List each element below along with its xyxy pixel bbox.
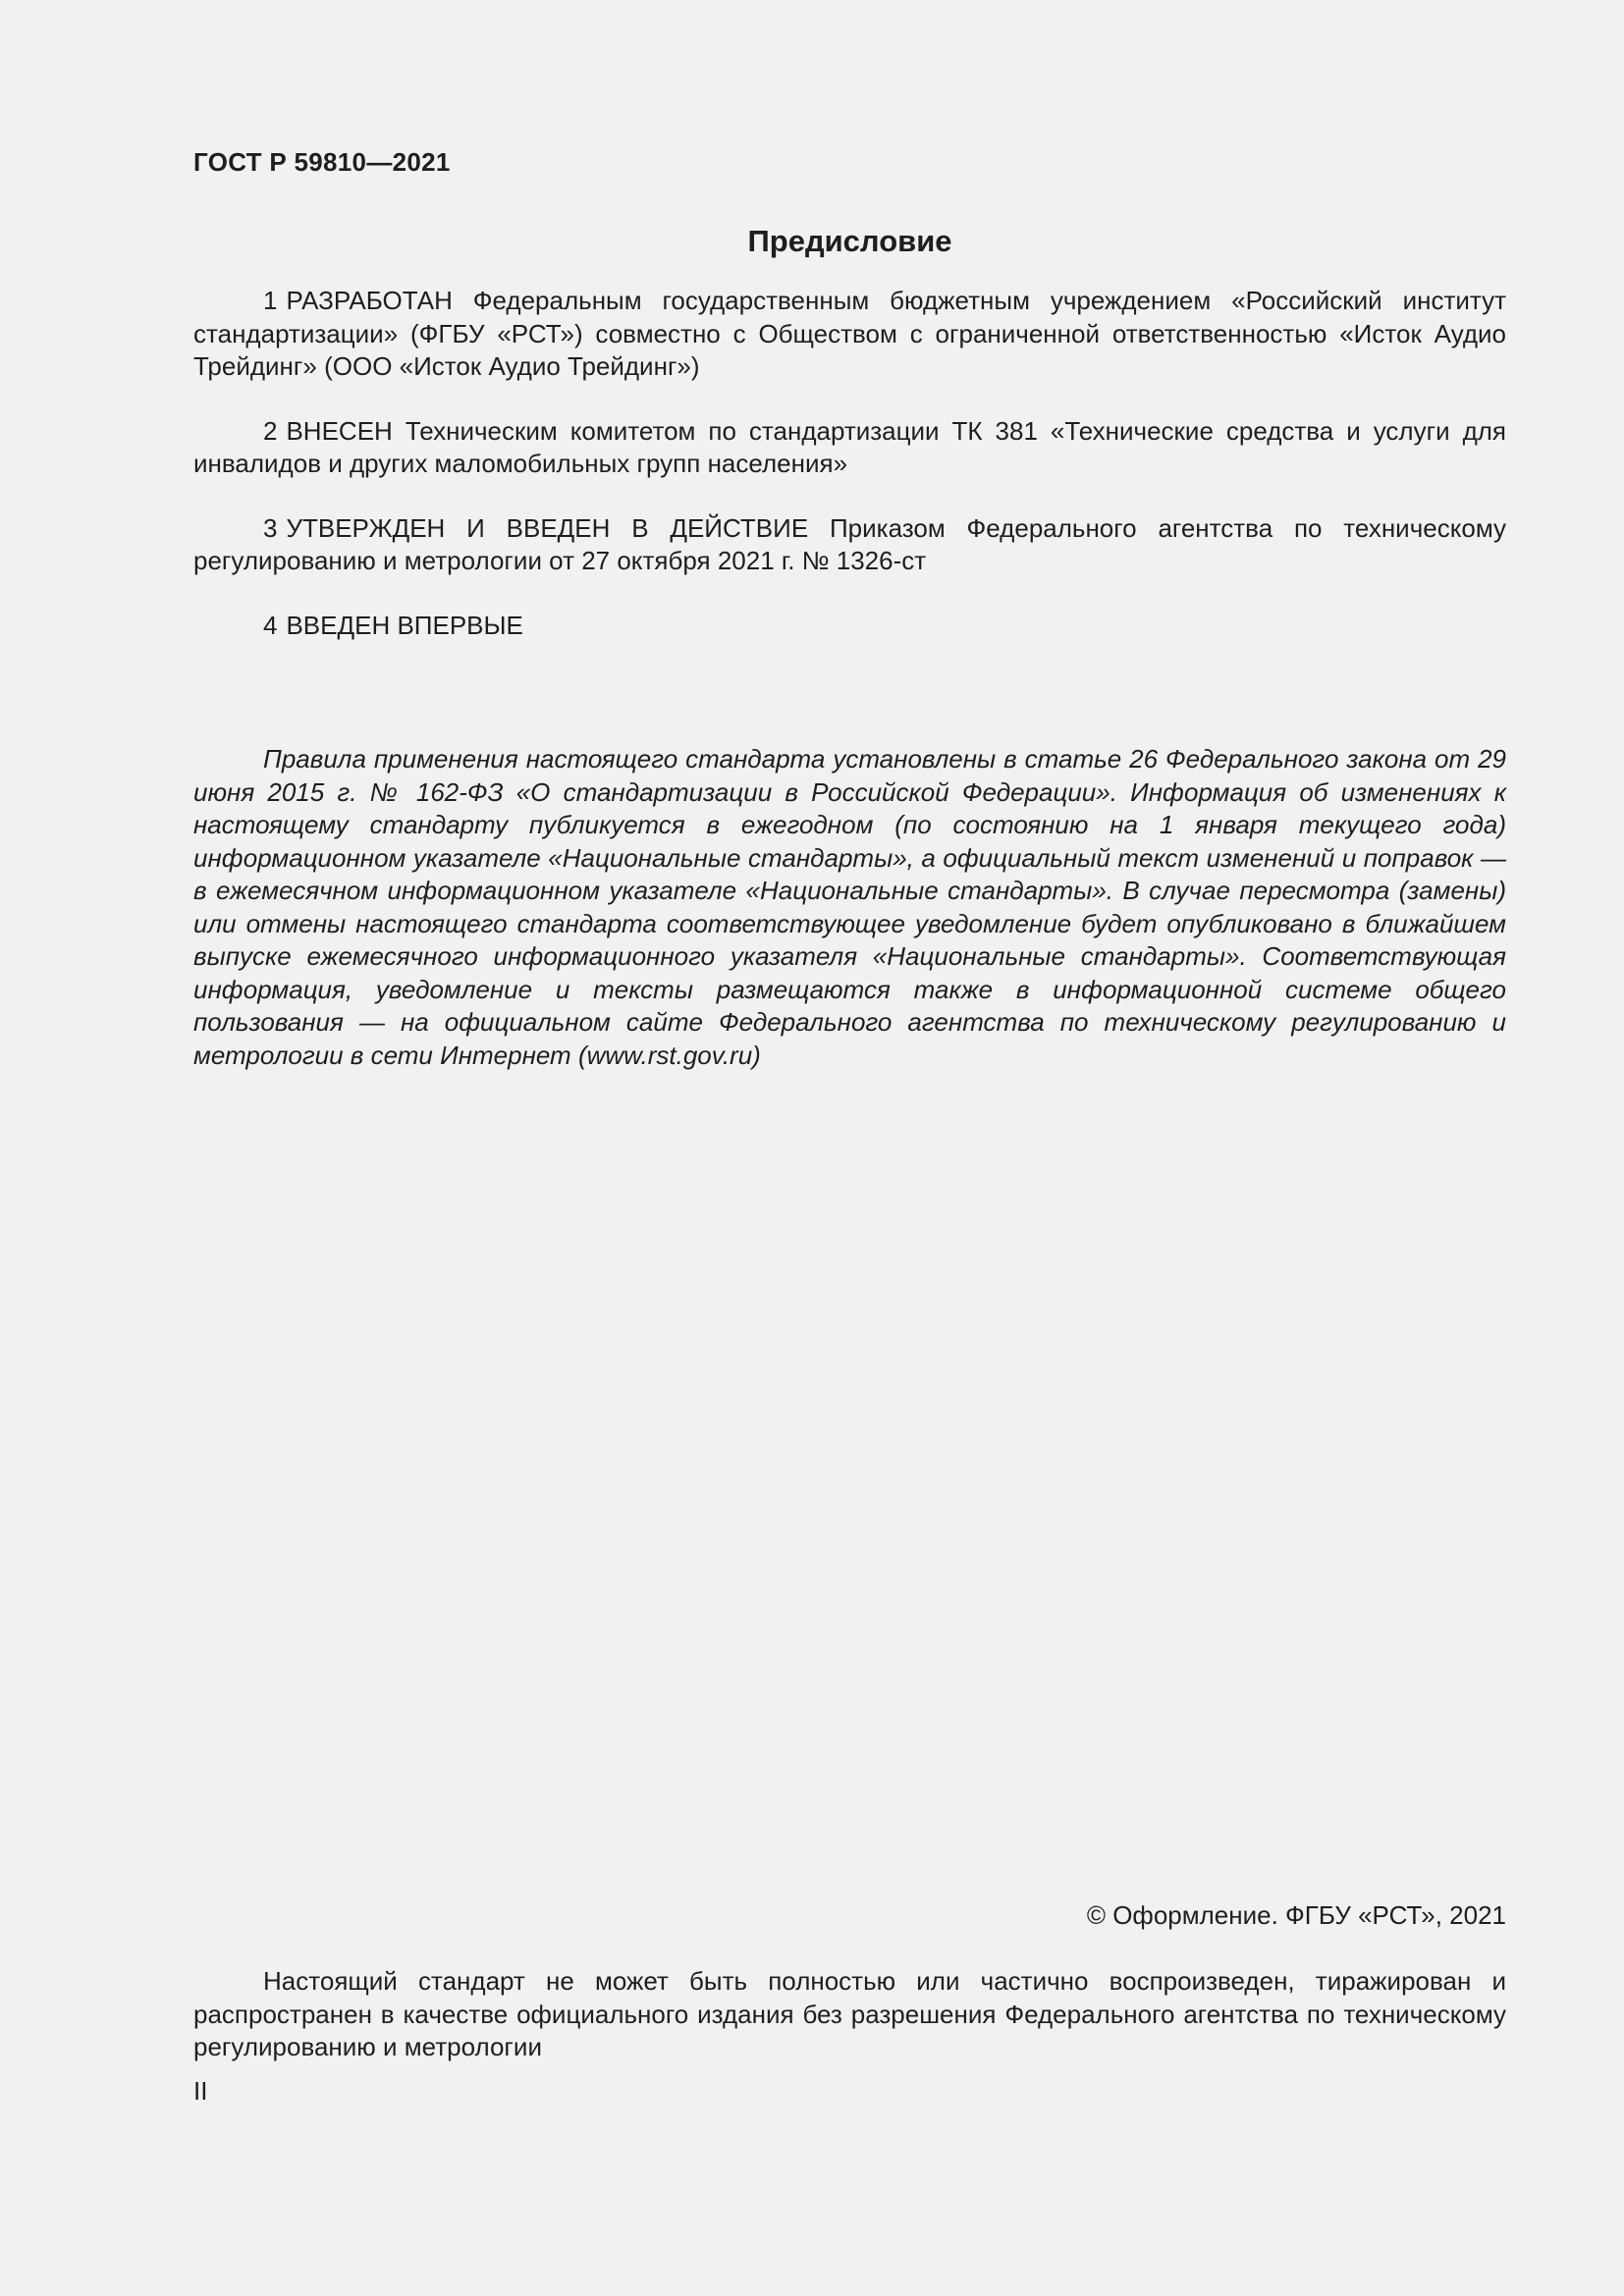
preface-item-number: 4 xyxy=(263,610,278,640)
preface-item-text: РАЗРАБОТАН Федеральным государственным бюджетным учреждением «Российский институт стандартизации» (ФГБУ «РСТ») совместно с Обществом с ограниченной ответственностью «Исток Аудио Трейдинг» (ООО «Исток Аудио Трейдинг») xyxy=(193,286,1506,381)
copyright-notice: © Оформление. ФГБУ «РСТ», 2021 xyxy=(1086,1900,1506,1930)
document-page xyxy=(193,0,1506,2296)
preface-item-text: ВВЕДЕН ВПЕРВЫЕ xyxy=(286,610,523,640)
preface-item-3 xyxy=(193,512,1506,578)
preface-title: Предисловие xyxy=(747,224,952,258)
application-notice: Правила применения настоящего стандарта установлены в статье 26 Федерального закона от 29 июня 2015 г. № 162-ФЗ «О стандартизации в Российской Федерации». Информация об изменениях к настоящему стандарту публикуется в ежегодном (по состоянию на 1 января текущего года) информационном указателе «Национальные стандарты», а официальный текст изменений и поправок — в ежемесячном информационном указателе «Национальные стандарты». В случае пересмотра (замены) или отмены настоящего стандарта соответствующее уведомление будет опубликовано в ближайшем выпуске ежемесячного информационного указателя «Национальные стандарты». Соответствующая информация, уведомление и тексты размещаются также в информационной системе общего пользования — на официальном сайте Федерального агентства по техническому регулированию и метрологии в сети Интернет (www.rst.gov.ru) xyxy=(193,744,1506,1070)
preface-item-number: 3 xyxy=(263,512,278,543)
preface-item-number: 1 xyxy=(263,286,278,315)
preface-item-number: 2 xyxy=(263,415,278,446)
preface-item-1 xyxy=(193,285,1506,384)
page-number: II xyxy=(193,2076,208,2106)
preface-item-4 xyxy=(193,610,1506,643)
document-code: ГОСТ Р 59810—2021 xyxy=(193,147,451,177)
preface-item-text: ВНЕСЕН Техническим комитетом по стандартизации ТК 381 «Технические средства и услуги для инвалидов и других маломобильных групп населения» xyxy=(193,415,1506,478)
preface-items xyxy=(193,285,1506,673)
preface-item-2 xyxy=(193,415,1506,481)
preface-item-text: УТВЕРЖДЕН И ВВЕДЕН В ДЕЙСТВИЕ Приказом Федерального агентства по техническому регулированию и метрологии от 27 октября 2021 г. № 1326-ст xyxy=(193,512,1506,575)
reproduction-notice: Настоящий стандарт не может быть полностью или частично воспроизведен, тиражирован и распространен в качестве официального издания без разрешения Федерального агентства по техническому регулированию и метрологии xyxy=(193,1966,1506,2061)
